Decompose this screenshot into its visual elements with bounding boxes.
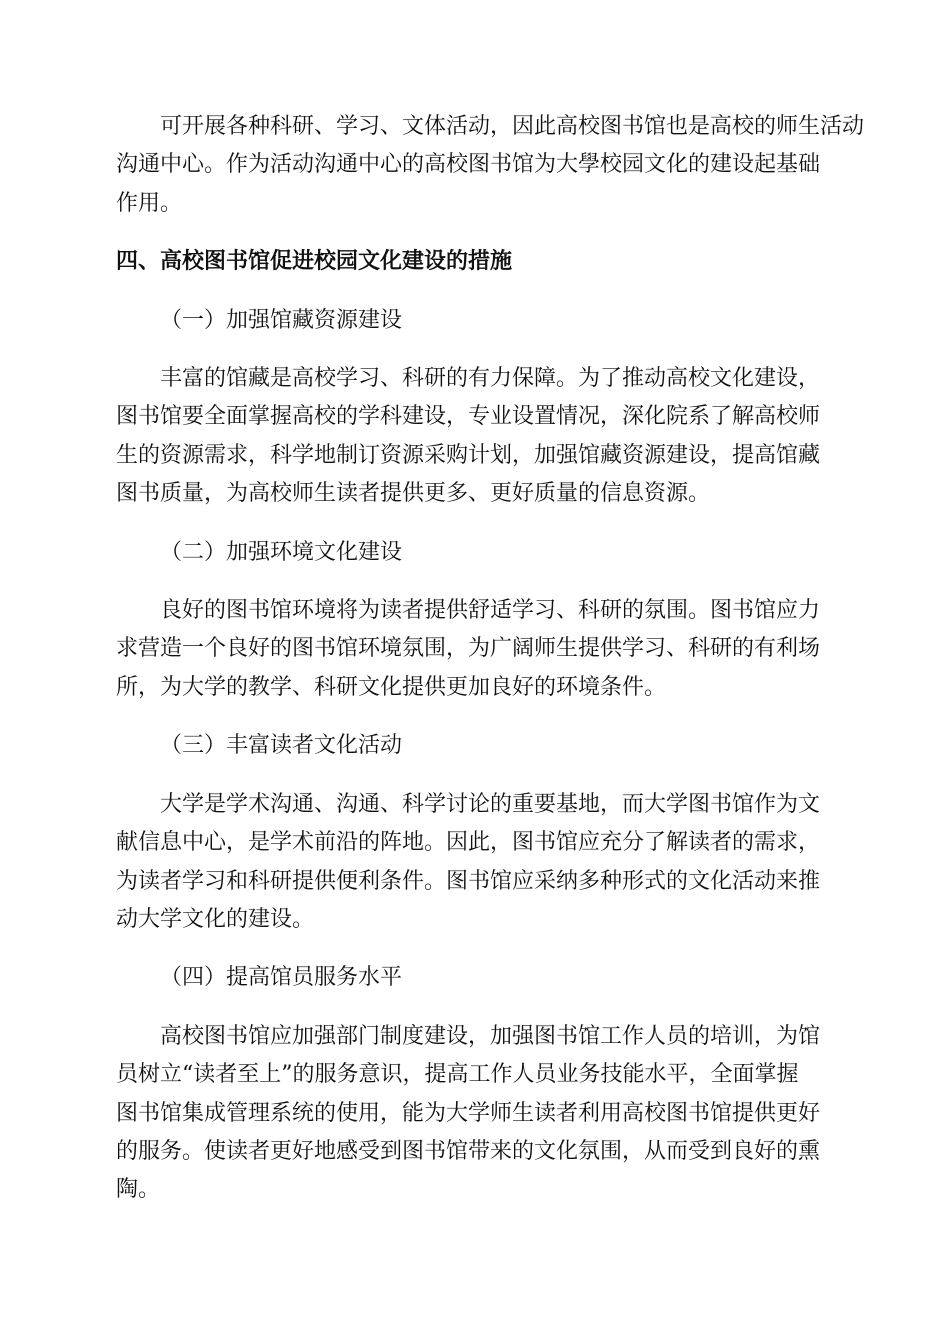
subsection-paragraph — [116, 1018, 834, 1210]
paragraph-line: 员树立“读者至上”的服务意识，提高工作人员业务技能水平，全面掌握 — [116, 1062, 799, 1088]
spacer — [116, 766, 834, 786]
subsection-paragraph — [116, 592, 834, 707]
paragraph-line: 的服务。使读者更好地感受到图书馆带来的文化氛围，从而受到良好的熏 — [116, 1138, 821, 1164]
paragraph-line: 良好的图书馆环境将为读者提供舒适学习、科研的氛围。图书馆应力 — [160, 598, 821, 624]
paragraph-line: 大学是学术沟通、沟通、科学讨论的重要基地，而大学图书馆作为文 — [160, 791, 821, 817]
subsection-paragraph — [116, 360, 834, 514]
paragraph-line: 图书馆集成管理系统的使用，能为大学师生读者利用高校图书馆提供更好 — [116, 1100, 821, 1126]
paragraph-line: 动大学文化的建设。 — [116, 906, 315, 932]
paragraph-line: 为读者学习和科研提供便利条件。图书馆应采纳多种形式的文化活动来推 — [116, 868, 821, 894]
paragraph-line: 求营造一个良好的图书馆环境氛围，为广阔师生提供学习、科研的有利场 — [116, 636, 821, 662]
paragraph-line: 高校图书馆应加强部门制度建设，加强图书馆工作人员的培训，为馆 — [160, 1023, 821, 1049]
section-heading: 四、高校图书馆促进校园文化建设的措施 — [116, 249, 513, 275]
paragraph-line: 可开展各种科研、学习、文体活动，因此高校图书馆也是高校的师生活动 — [160, 114, 865, 139]
spacer — [116, 998, 834, 1018]
paragraph-line: 图书质量，为高校师生读者提供更多、更好质量的信息资源。 — [116, 481, 711, 507]
paragraph-line: 作用。 — [116, 190, 183, 216]
spacer — [116, 707, 834, 727]
spacer — [116, 939, 834, 959]
subsection-title: （一）加强馆藏资源建设 — [160, 307, 403, 333]
spacer — [116, 572, 834, 592]
paragraph-line: 图书馆要全面掌握高校的学科建设，专业设置情况，深化院系了解高校师 — [116, 404, 821, 430]
paragraph-line: 献信息中心，是学术前沿的阵地。因此，图书馆应充分了解读者的需求， — [116, 830, 821, 856]
paragraph-line: 丰富的馆藏是高校学习、科研的有力保障。为了推动高校文化建设， — [160, 366, 821, 392]
subsection-title: （二）加强环境文化建设 — [160, 539, 403, 565]
spacer — [116, 282, 834, 302]
paragraph-line: 所，为大学的教学、科研文化提供更加良好的环境条件。 — [116, 674, 667, 700]
subsection-paragraph — [116, 786, 834, 940]
spacer — [116, 340, 834, 360]
paragraph-line: 沟通中心。作为活动沟通中心的高校图书馆为大學校园文化的建设起基础 — [116, 152, 821, 178]
subsection-title: （四）提高馆员服务水平 — [160, 965, 403, 991]
spacer — [116, 223, 834, 243]
paragraph-line: 陶。 — [116, 1177, 161, 1203]
paragraph-line: 生的资源需求，科学地制订资源采购计划，加强馆藏资源建设，提高馆藏 — [116, 442, 821, 468]
subsection-title: （三）丰富读者文化活动 — [160, 733, 403, 759]
document-page — [116, 108, 865, 1210]
spacer — [116, 514, 834, 534]
intro-paragraph — [116, 108, 865, 223]
